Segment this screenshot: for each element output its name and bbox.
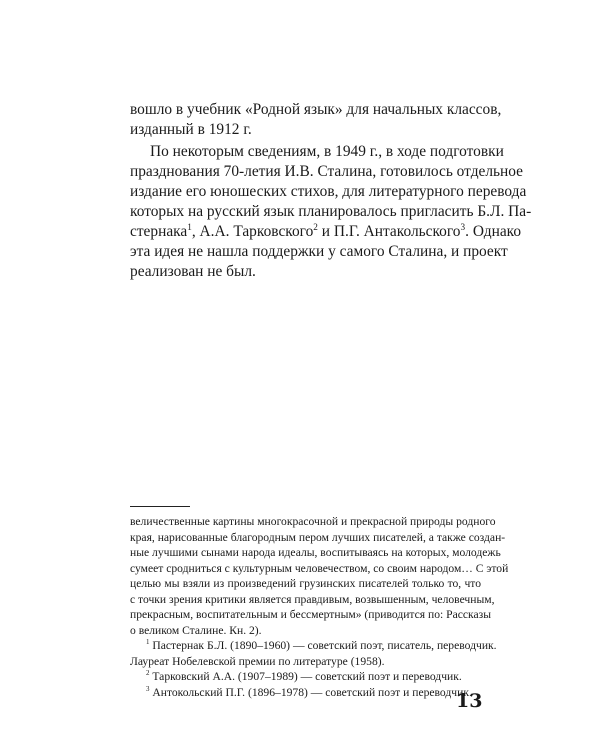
footnote-line bbox=[130, 669, 481, 685]
text-fragment: и П.Г. Антакольского bbox=[317, 223, 461, 240]
text-fragment: стернака bbox=[130, 223, 188, 240]
footnote-mark: 3 bbox=[146, 684, 150, 693]
footnote-line: о великом Сталине. Кн. 2). bbox=[130, 623, 262, 637]
footnote-ref-2: 2 bbox=[313, 221, 318, 232]
paragraph-1 bbox=[130, 100, 502, 140]
footnote-line: с точки зрения критики является правдивым, возвышенным, человечным, bbox=[130, 592, 495, 606]
main-text bbox=[130, 100, 532, 282]
footnote-line: величественные картины многокрасочной и прекрасной природы родного bbox=[130, 515, 496, 528]
text-line: празднования 70-летия И.В. Сталина, готовилось отдельное bbox=[130, 163, 524, 180]
footnote-mark: 1 bbox=[146, 638, 150, 647]
text-line: По некоторым сведениям, в 1949 г., в ходе подготовки bbox=[150, 143, 504, 160]
footnote-line: сумеет сродниться с культурным человечеством, со своим народом… С этой bbox=[130, 561, 509, 575]
footnotes bbox=[130, 514, 509, 700]
text-line: изданный в 1912 г. bbox=[130, 121, 252, 138]
footnote-mark: 2 bbox=[146, 669, 150, 678]
footnote-text: Пастернак Б.Л. (1890–1960) — советский поэт, писатель, переводчик. bbox=[149, 639, 497, 652]
footnote-2 bbox=[130, 669, 481, 685]
text-line: издание его юношеских стихов, для литературного перевода bbox=[130, 183, 527, 200]
footnote-3 bbox=[130, 685, 481, 701]
footnote-ref-3: 3 bbox=[460, 221, 466, 232]
footnote-line: целью мы взяли из произведений грузинских писателей только то, что bbox=[130, 577, 481, 590]
footnote-line: ные лучшими сынами народа идеалы, воспитываясь на которых, молодежь bbox=[130, 546, 501, 559]
footnote-line: Лауреат Нобелевской премии по литературе (1958). bbox=[130, 654, 385, 668]
footnote-ref-1: 1 bbox=[187, 221, 192, 232]
footnote-1 bbox=[130, 638, 497, 669]
text-line: вошло в учебник «Родной язык» для начальных классов, bbox=[130, 101, 502, 118]
footnote-line bbox=[130, 685, 481, 701]
text-line: реализован не был. bbox=[130, 263, 256, 280]
footnote-separator bbox=[130, 506, 190, 507]
footnote-line: прекрасным, воспитательным и бессмертным» (приводится по: Рассказы bbox=[130, 608, 491, 621]
text-line: которых на русский язык планировалось пригласить Б.Л. Па- bbox=[130, 203, 532, 220]
footnote-line: края, нарисованные благородным пером лучших писателей, а также создан- bbox=[130, 530, 506, 544]
text-line: эта идея не нашла поддержки у самого Сталина, и проект bbox=[130, 243, 508, 260]
footnote-line bbox=[130, 638, 497, 654]
text-fragment: . Однако bbox=[465, 223, 522, 240]
text-fragment: , А.А. Тарковского bbox=[191, 223, 314, 240]
footnote-text: Тарковский А.А. (1907–1989) — советский поэт и переводчик. bbox=[149, 670, 462, 683]
footnote-text: Антокольский П.Г. (1896–1978) — советский поэт и переводчик. bbox=[149, 685, 472, 699]
footnote-continuation bbox=[130, 514, 509, 638]
page-number: 13 bbox=[456, 690, 483, 712]
paragraph-2 bbox=[130, 142, 532, 282]
text-line bbox=[130, 221, 522, 242]
